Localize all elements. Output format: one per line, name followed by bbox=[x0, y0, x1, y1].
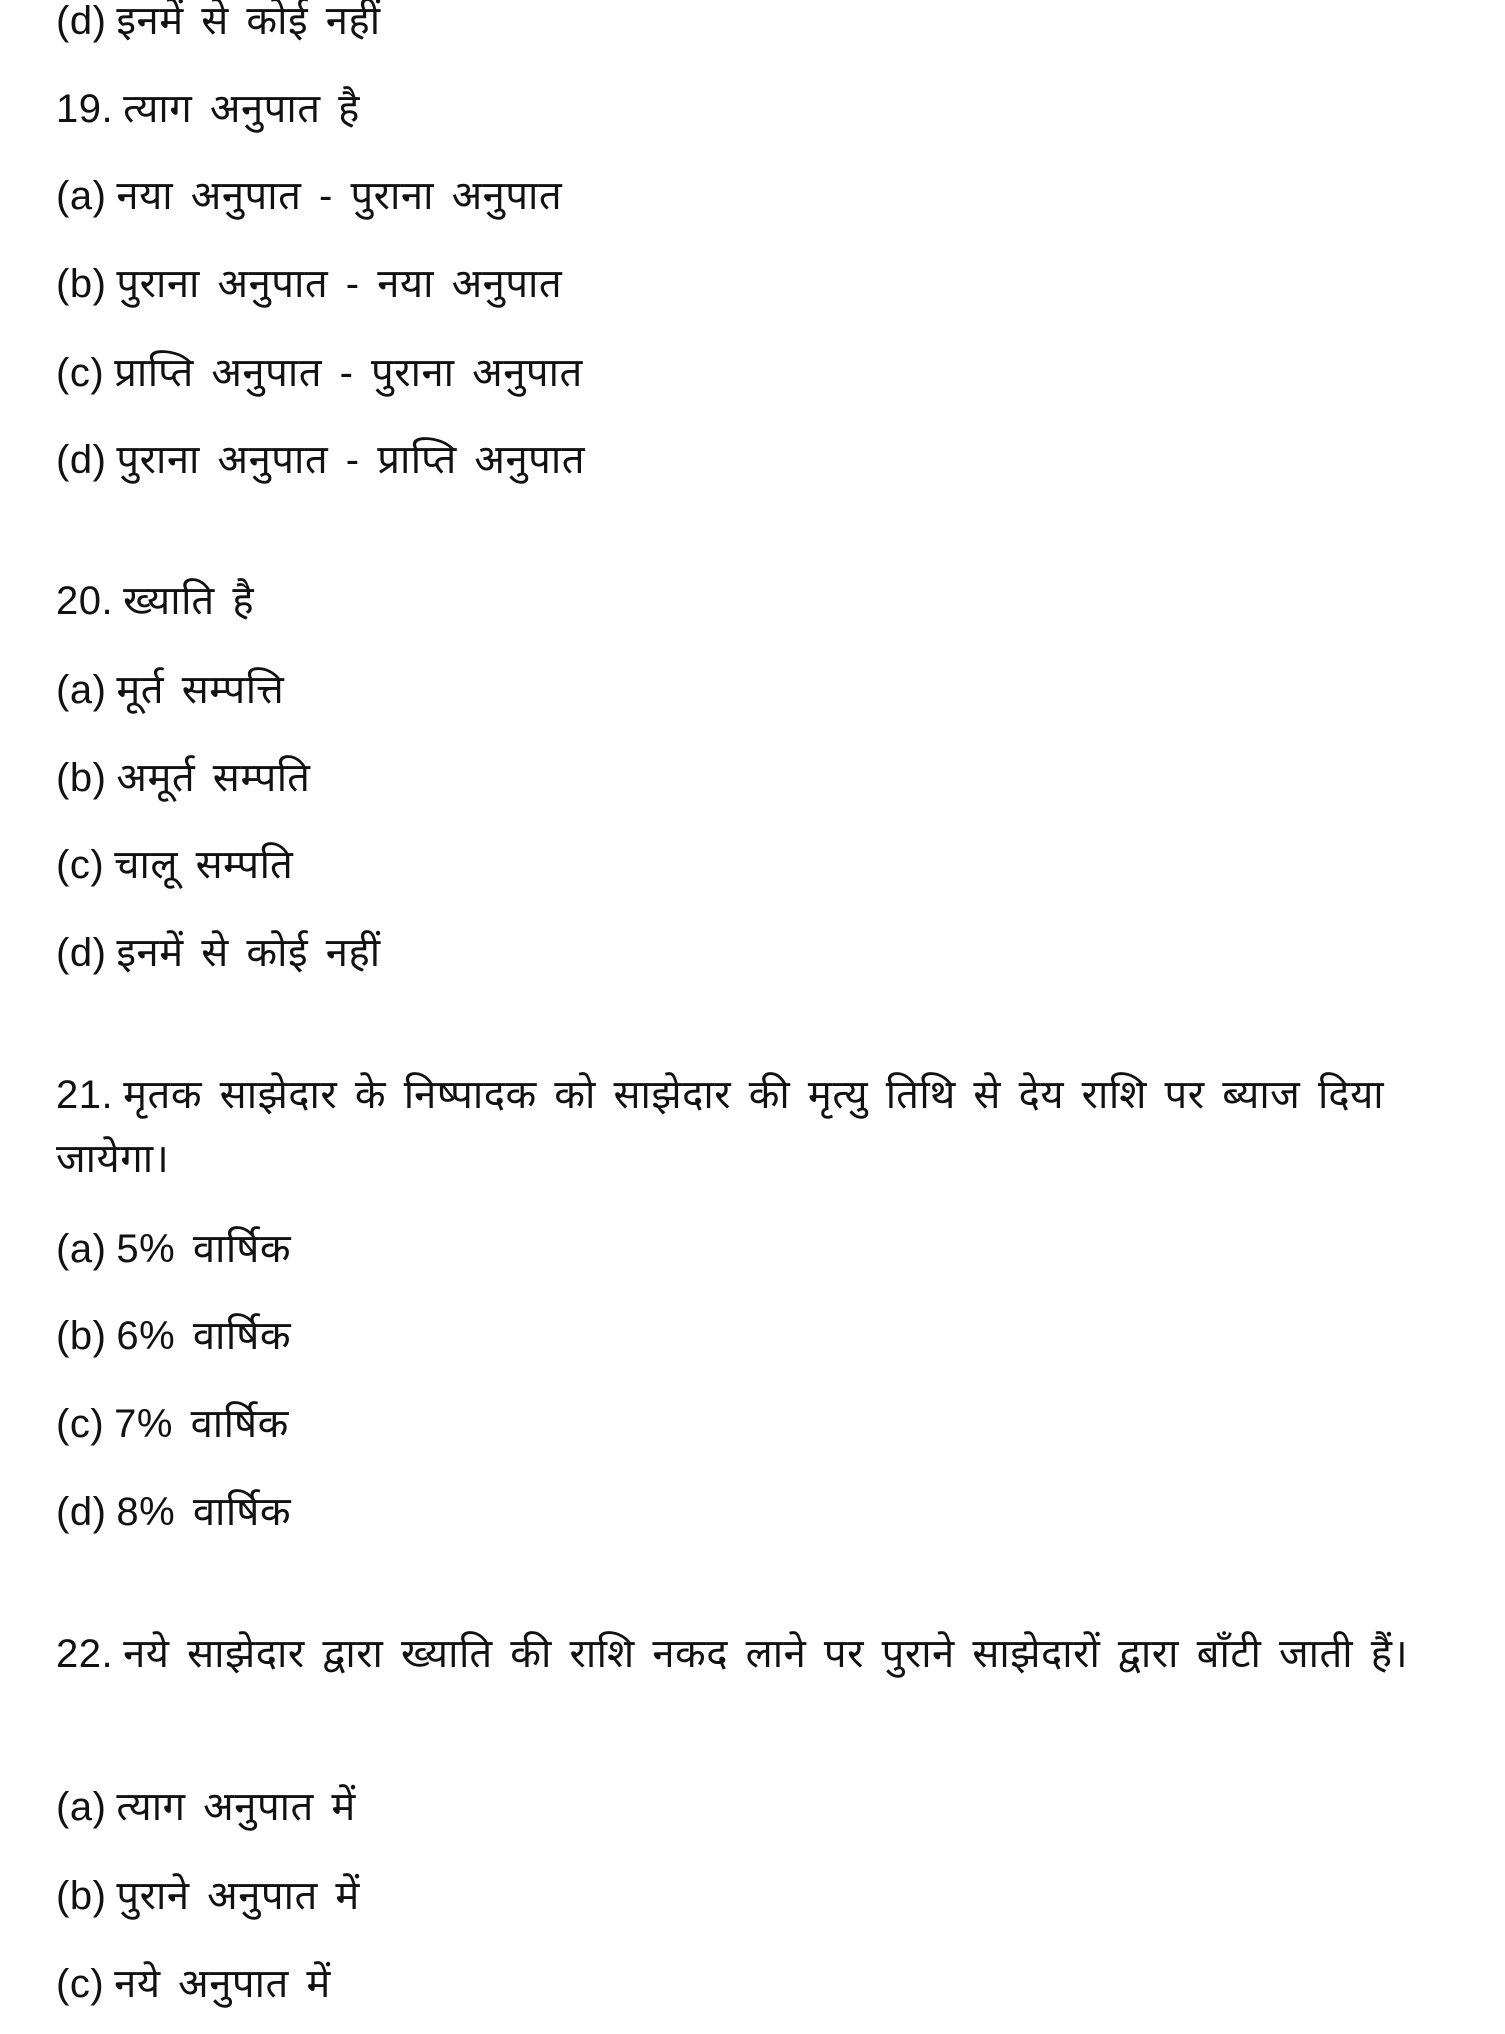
option-label: (d) bbox=[56, 1490, 107, 1534]
option-text: त्याग अनुपात में bbox=[116, 1785, 356, 1829]
q19-option-d bbox=[56, 435, 585, 485]
question-number: 19. bbox=[56, 87, 114, 131]
option-label: (b) bbox=[56, 1874, 107, 1918]
question-19 bbox=[56, 84, 360, 134]
q20-option-b bbox=[56, 753, 310, 803]
q21-option-d bbox=[56, 1487, 291, 1537]
option-label: (b) bbox=[56, 756, 107, 800]
question-number: 22. bbox=[56, 1632, 114, 1676]
option-label: (b) bbox=[56, 262, 107, 306]
option-text: पुराना अनुपात - नया अनुपात bbox=[116, 262, 563, 306]
option-label: (a) bbox=[56, 174, 107, 218]
option-label: (a) bbox=[56, 1785, 107, 1829]
q21-option-c bbox=[56, 1399, 289, 1449]
q22-option-a bbox=[56, 1782, 356, 1832]
q19-option-a bbox=[56, 171, 562, 221]
q20-option-c bbox=[56, 840, 293, 890]
q19-option-b bbox=[56, 259, 562, 309]
question-number: 21. bbox=[56, 1073, 114, 1117]
option-text: इनमें से कोई नहीं bbox=[116, 931, 381, 975]
q20-option-a bbox=[56, 665, 284, 715]
option-label: (c) bbox=[56, 843, 105, 887]
option-text: नया अनुपात - पुराना अनुपात bbox=[116, 174, 563, 218]
question-text: मृतक साझेदार के निष्पादक को साझेदार की मृत्यु तिथि से देय राशि पर ब्याज दिया जायेगा। bbox=[56, 1073, 1385, 1181]
option-label: (c) bbox=[56, 1962, 105, 2006]
option-text: प्राप्ति अनुपात - पुराना अनुपात bbox=[114, 351, 583, 395]
prev-option-d bbox=[56, 0, 381, 46]
option-text: इनमें से कोई नहीं bbox=[116, 0, 381, 43]
option-text: नये अनुपात में bbox=[114, 1962, 331, 2006]
question-21 bbox=[56, 1063, 1416, 1191]
question-text: नये साझेदार द्वारा ख्याति की राशि नकद लाने पर पुराने साझेदारों द्वारा बाँटी जाती हैं। bbox=[123, 1632, 1409, 1676]
option-text: पुराना अनुपात - प्राप्ति अनुपात bbox=[116, 438, 586, 482]
option-text: 7% वार्षिक bbox=[114, 1402, 289, 1446]
option-text: मूर्त सम्पत्ति bbox=[116, 668, 285, 712]
option-label: (d) bbox=[56, 438, 107, 482]
option-text: 6% वार्षिक bbox=[116, 1314, 292, 1358]
option-label: (a) bbox=[56, 668, 107, 712]
option-label: (b) bbox=[56, 1314, 107, 1358]
option-text: पुराने अनुपात में bbox=[116, 1874, 360, 1918]
option-text: 5% वार्षिक bbox=[116, 1227, 292, 1271]
question-number: 20. bbox=[56, 579, 114, 623]
option-label: (c) bbox=[56, 1402, 105, 1446]
q22-option-b bbox=[56, 1871, 360, 1921]
question-text: त्याग अनुपात है bbox=[123, 87, 360, 131]
q21-option-a bbox=[56, 1224, 291, 1274]
option-text: अमूर्त सम्पति bbox=[116, 756, 311, 800]
option-text: 8% वार्षिक bbox=[116, 1490, 292, 1534]
q22-option-c bbox=[56, 1959, 331, 2009]
q21-option-b bbox=[56, 1311, 291, 1361]
option-label: (d) bbox=[56, 931, 107, 975]
q19-option-c bbox=[56, 348, 583, 398]
question-20 bbox=[56, 576, 254, 626]
option-text: चालू सम्पति bbox=[114, 843, 294, 887]
option-label: (a) bbox=[56, 1227, 107, 1271]
question-text: ख्याति है bbox=[123, 579, 255, 623]
question-22 bbox=[56, 1622, 1416, 1686]
q20-option-d bbox=[56, 928, 381, 978]
option-label: (d) bbox=[56, 0, 107, 43]
option-label: (c) bbox=[56, 351, 105, 395]
